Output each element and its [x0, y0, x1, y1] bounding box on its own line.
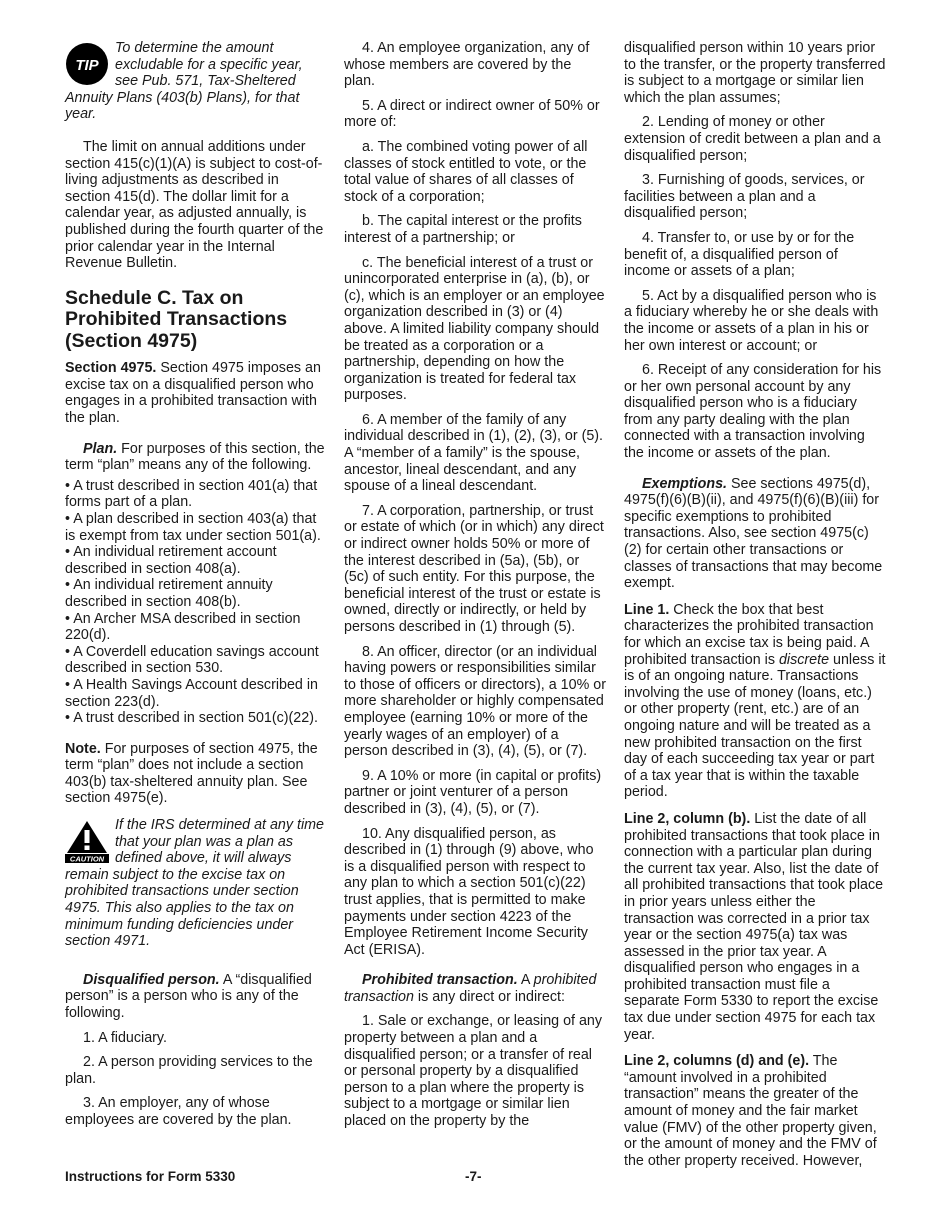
exemptions-paragraph	[624, 476, 886, 592]
list-item: 1. A fiduciary.	[83, 1029, 167, 1046]
disqualified-person-paragraph	[65, 972, 327, 1022]
line-2de-paragraph	[624, 1053, 886, 1169]
schedule-c-heading: Schedule C. Tax on Prohibited Transactions (Section 4975)	[65, 286, 288, 352]
list-item: 8. An officer, director (or an individual having powers or responsibilities similar to those of officers or directors), a 10% or more shareholder or highly compensated employee (earning 10% or more of the yearly wages of an employer) of a person described in (3), (4), (5), or (7).	[344, 643, 606, 760]
list-item: 3. An employer, any of whose employees are covered by the plan.	[65, 1095, 292, 1128]
line-1-term: discrete	[778, 651, 830, 668]
note-text: For purposes of section 4975, the term “plan” does not include a section 403(b) tax-sheltered annuity plan. See section 4975(e).	[65, 740, 318, 807]
line-1-lead: Line 1.	[624, 601, 670, 618]
exemptions-text: See sections 4975(d), 4975(f)(6)(B)(ii), and 4975(f)(6)(B)(iii) for specific exemptions to prohibited transactions. Also, see section 4975(c)(2) for certain other transactions or classes of transactions that may become exempt.	[624, 475, 883, 592]
list-item: 9. A 10% or more (in capital or profits) partner or joint venturer of a person described in (3), (4), (5), or (7).	[344, 767, 602, 817]
section-4975-lead: Section 4975.	[65, 360, 157, 377]
note-paragraph	[65, 741, 327, 807]
tip-text: To determine the amount excludable for a specific year, see Pub. 571, Tax-Sheltered Annuity Plans (403(b) Plans), for that year.	[65, 40, 303, 123]
tip-callout	[65, 40, 327, 123]
list-item: b. The capital interest or the profits interest of a partnership; or	[344, 213, 582, 246]
list-item: • An individual retirement account described in section 408(a).	[65, 544, 277, 577]
note-lead: Note.	[65, 740, 101, 757]
disqualified-person-text: A “disqualified person” is a person who is any of the following.	[65, 971, 312, 1021]
line-1-text-a: Check the box that best characterizes the prohibited transaction for which an excise tax is being paid. A prohibited transaction is	[624, 601, 874, 668]
list-item: 5. Act by a disqualified person who is a fiduciary whereby he or she deals with the income or assets of a plan in his or her own interest or account; or	[624, 287, 879, 354]
list-item: 5. A direct or indirect owner of 50% or more of:	[344, 97, 600, 131]
list-item: 2. A person providing services to the plan.	[65, 1054, 313, 1087]
line-2de-text: The “amount involved in a prohibited transaction” means the greater of the amount of money and the fair market value (FMV) of the other property given, or the amount of money and the FMV of the other property received. However,	[624, 1053, 877, 1169]
list-item: • An individual retirement annuity described in section 408(b).	[65, 577, 273, 610]
list-item: • A Health Savings Account described in section 223(d).	[65, 676, 318, 710]
tip-icon-label: TIP	[75, 57, 99, 74]
list-item: • A Coverdell education savings account described in section 530.	[65, 643, 319, 677]
line-2b-paragraph	[624, 811, 886, 1043]
column-3	[624, 40, 886, 1177]
plan-lead: Plan.	[83, 440, 118, 457]
caution-callout	[65, 817, 327, 950]
list-item: 4. An employee organization, any of whose members are covered by the plan.	[344, 40, 590, 90]
line-1-paragraph	[624, 602, 886, 801]
section-4975-paragraph	[65, 360, 327, 426]
prohibited-transaction-lead: Prohibited transaction.	[362, 972, 518, 989]
prohibited-transaction-paragraph	[344, 972, 606, 1005]
list-item: c. The beneficial interest of a trust or unincorporated enterprise in (a), (b), or (c), which is an employer or an employee organization described in (3) or (4) above. A limited liability company should be treated as a corporation or a partnership, depending on how the organization is treated for federal tax purposes.	[344, 254, 605, 404]
caution-text: If the IRS determined at any time that your plan was a plan as defined above, it will always remain subject to the excise tax on prohibited transactions under section 4975. This also applies to the tax on minimum funding deficiencies under section 4971.	[65, 817, 324, 950]
page-number: -7-	[465, 1169, 482, 1184]
continued-paragraph: disqualified person within 10 years prior to the transfer, or the property transferred is subject to a mortgage or similar lien which the plan assumes;	[624, 40, 886, 106]
list-item: 4. Transfer to, or use by or for the benefit of, a disqualified person of income or assets of a plan;	[624, 229, 855, 280]
list-item: 7. A corporation, partnership, or trust or estate of which (or in which) any direct or indirect owner holds 50% or more of the interest described in (5a), (5b), or (5c) of such entity. For this purpose, the beneficial interest of the trust or estate is owned, directly or indirectly, or held by persons described in (1) through (5).	[344, 502, 604, 635]
footer-title: Instructions for Form 5330	[65, 1169, 236, 1184]
column-1	[65, 40, 327, 1137]
exemptions-lead: Exemptions.	[642, 475, 728, 492]
list-item: 1. Sale or exchange, or leasing of any property between a plan and a disqualified person; or a transfer of real or personal property by a disqualified person to a plan where the property is subject to a mortgage or similar lien placed on the property by the	[344, 1013, 603, 1130]
list-item: 3. Furnishing of goods, services, or facilities between a plan and a disqualified person;	[624, 172, 865, 222]
list-item: 2. Lending of money or other extension of credit between a plan and a disqualified person;	[624, 114, 881, 164]
annual-limit-paragraph: The limit on annual additions under section 415(c)(1)(A) is subject to cost-of-living adjustments as described in section 415(d). The dollar limit for a calendar year, as adjusted annually, is published during the fourth quarter of the prior calendar year in the Internal Revenue Bulletin.	[65, 138, 324, 272]
line-2de-lead: Line 2, columns (d) and (e).	[624, 1053, 810, 1070]
list-item: 10. Any disqualified person, as described in (1) through (9) above, who is a disqualified person with respect to any plan to which a section 501(c)(22) trust applies, that is permitted to make payments under section 4223 of the Employee Retirement Income Security Act (ERISA).	[344, 825, 594, 958]
prohibited-transaction-term: prohibited transaction	[344, 972, 597, 1005]
disqualified-person-lead: Disqualified person.	[83, 971, 220, 988]
list-item: • An Archer MSA described in section 220(d).	[65, 610, 301, 644]
list-item: • A trust described in section 501(c)(22).	[65, 710, 318, 727]
line-2b-lead: Line 2, column (b).	[624, 810, 751, 827]
section-4975-text: Section 4975 imposes an excise tax on a disqualified person who engages in a prohibited transaction with the plan.	[65, 360, 321, 426]
list-item: a. The combined voting power of all classes of stock entitled to vote, or the total value of shares of all classes of stock of a corporation;	[344, 138, 588, 205]
plan-text: For purposes of this section, the term “plan” means any of the following.	[65, 440, 325, 474]
column-2	[344, 40, 606, 1138]
list-item: 6. Receipt of any consideration for his or her own personal account by any disqualified person who is a fiduciary from any party dealing with the plan connected with a transaction involving the income or assets of the plan.	[624, 362, 882, 462]
line-1-text-b: unless it is of an ongoing nature. Transactions involving the use of money (loans, etc.) or other property (rent, etc.) are of an ongoing nature and will be treated as a new prohibited transaction on the first day of each succeeding tax year or part of a tax year that is within the taxable period.	[624, 651, 886, 801]
caution-icon-label: CAUTION	[69, 854, 105, 864]
caution-icon	[65, 819, 109, 863]
list-item: 6. A member of the family of any individual described in (1), (2), (3), or (5). A “member of a family” is the spouse, ancestor, lineal descendant, and any spouse of a lineal descendant.	[344, 411, 604, 495]
tip-icon	[65, 42, 109, 86]
list-item: • A trust described in section 401(a) that forms part of a plan.	[65, 477, 318, 511]
prohibited-transaction-article: A	[520, 972, 530, 989]
line-2b-text: List the date of all prohibited transactions that took place in connection with a particular plan during the current tax year. Also, list the date of all prohibited transactions that took place in prior years unless either the transaction was corrected in a prior tax year or the section 4975(a) tax was assessed in the prior tax year. A disqualified person who engages in a prohibited transaction must file a separate Form 5330 to report the excise tax due under section 4975 for each tax year.	[624, 810, 884, 1043]
prohibited-transaction-text: is any direct or indirect:	[417, 988, 565, 1005]
plan-bullet-list	[65, 478, 327, 727]
plan-paragraph	[65, 441, 327, 474]
list-item: • A plan described in section 403(a) that is exempt from tax under section 501(a).	[65, 510, 321, 544]
